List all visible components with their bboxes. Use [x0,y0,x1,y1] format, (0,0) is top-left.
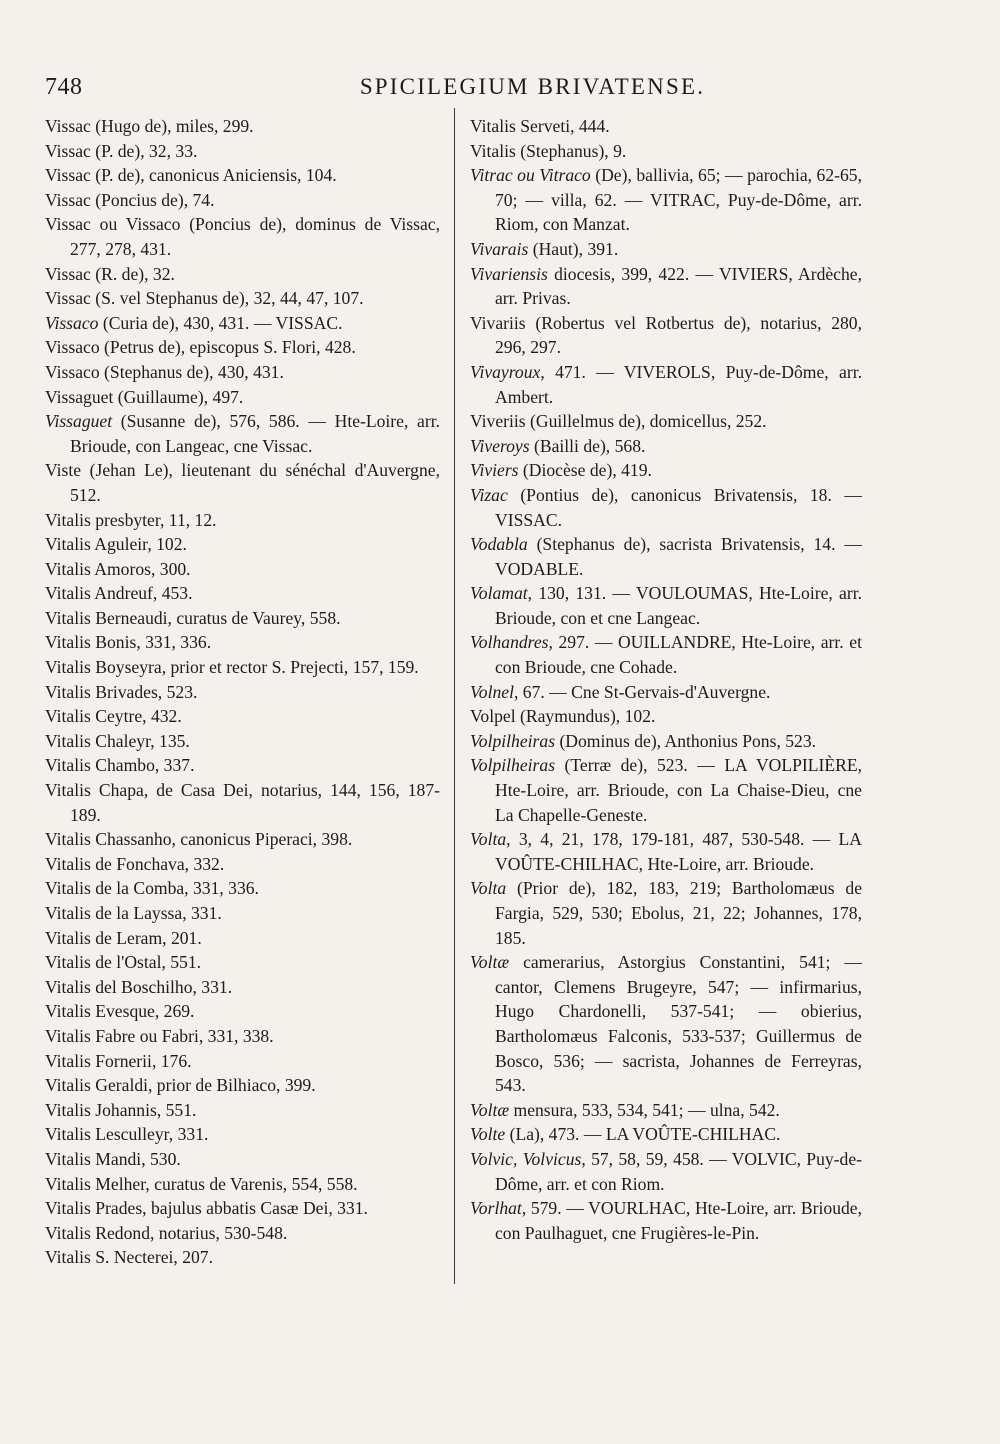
entry-headword: Vizac [470,484,508,505]
entry-headword: Vitalis [45,1148,91,1169]
entry-references: (Petrus de), episcopus S. Flori, 428. [99,337,356,358]
entry-references: Geraldi, prior de Bilhiaco, 399. [90,1075,316,1096]
entry-headword: Vissaco [45,361,100,382]
entry-references: de l'Ostal, 551. [90,952,202,973]
entry-references: Chaleyr, 135. [90,730,190,751]
entry-headword: Vitalis [45,1173,91,1194]
index-entry [45,557,440,582]
index-entry [45,188,440,213]
index-entry [470,532,862,581]
entry-references: Amoros, 300. [90,558,191,579]
entry-headword: Vitalis [45,976,91,997]
entry-references: (Susanne de), 576, 586. — Hte-Loire, arr. Brioude, con Langeac, cne Vissac. [70,411,440,456]
index-entry [470,139,862,164]
index-entry [470,581,862,630]
index-entry [45,926,440,951]
entry-references: (Hugo de), miles, 299. [90,116,254,136]
entry-references: Serveti, 444. [515,116,610,136]
index-entry [45,212,440,261]
index-entry [45,876,440,901]
entry-references: Chassanho, canonicus Piperaci, 398. [90,829,353,850]
entry-headword: Vitalis [45,1075,91,1096]
index-entry [45,1049,440,1074]
entry-headword: Vitalis [45,903,91,923]
index-entry [45,114,440,139]
entry-headword: Vissac [45,165,91,186]
index-entry [470,827,862,876]
running-title: SPICILEGIUM BRIVATENSE. [359,74,706,99]
entry-headword: Volamat [470,583,528,604]
entry-references: (Diocèse de), 419. [518,460,652,481]
index-entry [45,1073,440,1098]
entry-references: Boyseyra, prior et rector S. Prejecti, 157, 159. [90,657,419,678]
entry-headword: Vitalis [470,140,516,161]
index-entry [45,139,440,164]
index-entry [45,999,440,1024]
index-entry [45,680,440,705]
entry-references: (De), ballivia, 65; — parochia, 62-65, 70; — villa, 62. — VITRAC, Puy-de-Dôme, arr. Riom, con Manzat. [495,165,862,235]
entry-references: (R. de), 32. [90,263,175,284]
index-entry [470,680,862,705]
entry-headword: Vitalis [45,657,91,678]
entry-references: (Haut), 391. [528,238,619,259]
entry-headword: Vitalis [45,558,91,579]
index-entry [45,950,440,975]
index-entry [45,1098,440,1123]
entry-references: Chambo, 337. [90,755,195,776]
entry-headword: Vissac [45,263,91,284]
entry-headword: Volta [470,829,507,850]
entry-headword: Viste [45,460,82,481]
index-entry [470,753,862,827]
entry-headword: Volpilheiras [470,730,556,751]
entry-headword: Vitalis [45,853,91,874]
entry-references: (S. vel Stephanus de), 32, 44, 47, 107. [90,288,364,309]
index-entry [45,286,440,311]
index-entry [45,1024,440,1049]
entry-references: de Fonchava, 332. [90,853,225,874]
index-column-right [470,114,862,1245]
entry-references: Fabre ou Fabri, 331, 338. [90,1025,274,1046]
index-entry [45,409,440,458]
entry-headword: Vitalis [45,1099,91,1120]
entry-headword: Volte [470,1124,506,1145]
index-entry [470,1147,862,1196]
entry-references: (Guillaume), 497. [113,386,244,407]
entry-references: Ceytre, 432. [90,706,182,727]
index-entry [470,409,862,434]
index-entry [470,434,862,459]
entry-headword: Vissac [45,140,91,161]
index-entry [470,483,862,532]
entry-references: , 130, 131. — VOULOUMAS, Hte-Loire, arr. Brioude, con et cne Langeac. [495,583,862,628]
entry-headword: Vitalis [45,1124,91,1145]
index-entry [45,655,440,680]
page-number: 748 [45,74,83,100]
entry-references: Andreuf, 453. [90,583,193,604]
entry-references: Mandi, 530. [90,1148,181,1169]
entry-references: ou Vissaco (Poncius de), dominus de Vissac, 277, 278, 431. [70,214,440,259]
entry-references: (Terræ de), 523. — LA VOLPILIÈRE, Hte-Loire, arr. Brioude, con La Chaise-Dieu, cne La Chapelle-Geneste. [495,755,862,825]
index-entry [45,532,440,557]
entry-references: , 579. — VOURLHAC, Hte-Loire, arr. Brioude, con Paulhaguet, cne Frugières-le-Pin. [495,1198,862,1243]
index-entry [470,729,862,754]
entry-headword: Vissac [45,214,91,235]
index-entry [45,1122,440,1147]
entry-headword: Vitrac ou Vitraco [470,165,591,186]
index-entry [45,729,440,754]
entry-headword: Vitalis [45,1198,91,1219]
entry-headword: Vitalis [45,1050,91,1071]
index-entry [470,1098,862,1123]
index-entry [45,163,440,188]
index-entry [45,1147,440,1172]
entry-headword: Vitalis [45,927,91,948]
index-entry [45,262,440,287]
index-entry [45,1196,440,1221]
index-entry [470,237,862,262]
entry-references: (Stephanus de), 430, 431. [99,361,284,382]
entry-headword: Viveroys [470,435,530,456]
entry-references: presbyter, 11, 12. [90,509,217,530]
entry-headword: Voltæ [470,952,510,973]
entry-headword: Vivariis [470,312,526,333]
entry-references: Lesculleyr, 331. [90,1124,209,1145]
index-entry [45,1221,440,1246]
entry-headword: Vissac [45,189,91,210]
entry-headword: Vissac [45,116,91,136]
entry-headword: Vorlhat [470,1198,522,1219]
entry-headword: Vitalis [45,780,91,801]
entry-headword: Vitalis [45,681,91,702]
column-divider [454,108,455,1284]
entry-references: de la Comba, 331, 336. [90,878,259,899]
entry-headword: Voltæ [470,1099,510,1120]
entry-headword: Vivayroux [470,361,541,382]
entry-headword: Vitalis [45,1025,91,1046]
entry-references: (Jehan Le), lieutenant du sénéchal d'Auvergne, 512. [70,460,440,505]
entry-references: Johannis, 551. [90,1099,197,1120]
entry-references: Chapa, de Casa Dei, notarius, 144, 156, 187-189. [70,780,440,825]
entry-headword: Volhandres [470,632,549,653]
entry-headword: Volta [470,878,507,899]
index-entry [45,827,440,852]
index-entry [470,950,862,1098]
entry-headword: Vissaco [45,337,100,358]
index-entry [45,704,440,729]
index-entry [470,1196,862,1245]
page-header [45,74,960,108]
entry-references: (Bailli de), 568. [529,435,646,456]
entry-headword: Vitalis [45,1247,91,1268]
entry-references: (Stephanus de), sacrista Brivatensis, 14. — VODABLE. [495,534,862,579]
entry-headword: Vodabla [470,534,528,555]
entry-references: Berneaudi, curatus de Vaurey, 558. [90,607,341,628]
entry-references: , 471. — VIVEROLS, Puy-de-Dôme, arr. Ambert. [495,361,862,407]
entry-headword: Vissaguet [45,386,114,407]
index-entry [45,778,440,827]
index-entry [470,458,862,483]
index-entry [470,704,862,729]
entry-references: , 297. — OUILLANDRE, Hte-Loire, arr. et con Brioude, cne Cohade. [495,632,862,678]
entry-headword: Vitalis [45,509,91,530]
entry-headword: Vitalis [45,755,91,776]
entry-references: diocesis, 399, 422. — VIVIERS, Ardèche, arr. Privas. [495,263,862,309]
entry-references: (Raymundus), 102. [515,706,656,727]
entry-references: de Leram, 201. [90,927,202,948]
entry-references: Evesque, 269. [90,1001,195,1022]
index-entry [470,876,862,950]
index-entry [45,852,440,877]
index-entry [45,385,440,410]
entry-references: , 3, 4, 21, 178, 179-181, 487, 530-548. — LA VOÛTE-CHILHAC, Hte-Loire, arr. Brioude. [495,829,862,874]
index-entry [470,311,862,360]
entry-references: (Dominus de), Anthonius Pons, 523. [555,730,817,751]
entry-references: (Curia de), 430, 431. — VISSAC. [98,312,343,333]
entry-references: Aguleir, 102. [90,534,187,555]
entry-headword: Volvic, Volvicus [470,1148,582,1169]
entry-headword: Viveriis [470,411,526,432]
index-entry [45,458,440,507]
index-entry [470,1122,862,1147]
entry-headword: Vitalis [45,952,91,973]
index-entry [470,262,862,311]
index-entry [45,508,440,533]
entry-references: , 67. — Cne St-Gervais-d'Auvergne. [513,681,771,702]
entry-references: Melher, curatus de Varenis, 554, 558. [90,1173,358,1194]
entry-references: Prades, bajulus abbatis Casæ Dei, 331. [90,1198,368,1219]
entry-references: Brivades, 523. [90,681,198,702]
entry-references: (P. de), 32, 33. [90,140,198,161]
entry-references: camerarius, Astorgius Constantini, 541; — cantor, Clemens Brugeyre, 547; — infirmarius, Hugo Chardonelli, 537-541; — obierius, Bartholomæus Falconis, 533-537; Guillermus de Bosco, 536; — sacrista, Johannes de Ferreyras, 543. [495,952,862,1096]
entry-references: (Prior de), 182, 183, 219; Bartholomæus de Fargia, 529, 530; Ebolus, 21, 22; Johannes, 178, 185. [495,878,862,948]
entry-references: Fornerii, 176. [90,1050,192,1071]
entry-references: Redond, notarius, 530-548. [90,1222,288,1243]
index-entry [45,1245,440,1270]
entry-headword: Volnel [470,681,514,702]
entry-headword: Vivariensis [470,263,548,284]
entry-headword: Vissaguet [45,411,113,432]
entry-headword: Vitalis [45,534,91,555]
index-entry [45,975,440,1000]
index-entry [45,311,440,336]
entry-references: , 57, 58, 59, 458. — VOLVIC, Puy-de-Dôme, arr. et con Riom. [495,1148,862,1194]
entry-references: (Guillelmus de), domicellus, 252. [525,411,767,432]
entry-headword: Vivarais [470,238,529,259]
index-entry [45,753,440,778]
index-column-left [45,114,440,1270]
entry-headword: Vitalis [45,1001,91,1022]
entry-references: Bonis, 331, 336. [90,632,212,653]
entry-headword: Volpel [470,706,516,727]
index-entry [45,581,440,606]
entry-references: del Boschilho, 331. [90,976,233,997]
entry-headword: Vitalis [45,706,91,727]
entry-references: (La), 473. — LA VOÛTE-CHILHAC. [505,1124,781,1145]
index-entry [45,360,440,385]
entry-headword: Volpilheiras [470,755,556,776]
index-entry [45,606,440,631]
entry-headword: Vitalis [45,730,91,751]
entry-references: (P. de), canonicus Aniciensis, 104. [90,165,337,186]
entry-headword: Viviers [470,460,519,481]
entry-headword: Vissaco [45,312,99,333]
entry-headword: Vitalis [45,607,91,628]
entry-references: (Stephanus), 9. [515,140,627,161]
index-entry [45,1172,440,1197]
index-entry [45,630,440,655]
entry-headword: Vitalis [470,116,516,136]
entry-headword: Vitalis [45,1222,91,1243]
index-entry [45,901,440,926]
entry-references: de la Layssa, 331. [90,903,222,923]
index-entry [470,114,862,139]
entry-headword: Vitalis [45,829,91,850]
entry-references: (Pontius de), canonicus Brivatensis, 18. — VISSAC. [495,484,862,530]
entry-headword: Vitalis [45,632,91,653]
entry-references: (Poncius de), 74. [90,189,215,210]
entry-references: (Robertus vel Rotbertus de), notarius, 280, 296, 297. [495,312,862,358]
entry-headword: Vissac [45,288,91,309]
index-entry [470,163,862,237]
index-entry [470,630,862,679]
entry-references: mensura, 533, 534, 541; — ulna, 542. [509,1099,780,1120]
index-entry [470,360,862,409]
entry-references: S. Necterei, 207. [90,1247,214,1268]
entry-headword: Vitalis [45,878,91,899]
index-entry [45,335,440,360]
entry-headword: Vitalis [45,583,91,604]
